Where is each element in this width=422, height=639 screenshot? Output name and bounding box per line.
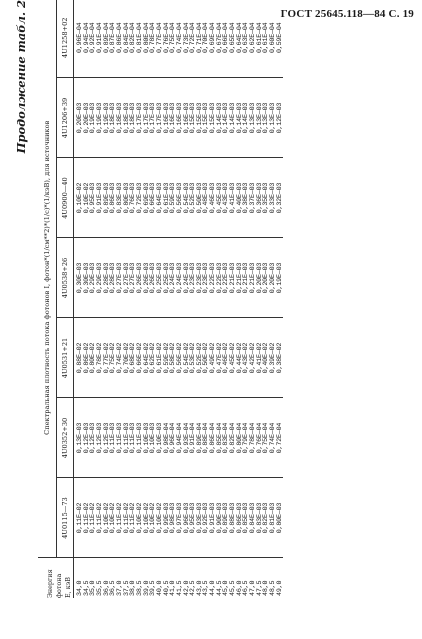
energy-column-header xyxy=(38,558,74,598)
flux-value-cell: 0,23E—03 xyxy=(197,238,204,318)
flux-value-cell: 0,41E—02 xyxy=(257,318,264,398)
flux-value-cell: 0,91E—03 xyxy=(97,158,104,238)
flux-value-cell: 0,12E—03 xyxy=(84,398,91,478)
flux-value-cell: 0,11E—02 xyxy=(122,502,131,534)
flux-value-cell: 0,56E—03 xyxy=(177,158,184,238)
flux-group-header: Спектральная плотность потока фотонов I, фотон*(1/см**2)*(1/с)*(1/кэВ), для источников xyxy=(38,0,57,558)
flux-value-cell: 0,15E—03 xyxy=(197,78,204,158)
energy-cell: 40,0 xyxy=(157,558,164,598)
flux-value-cell: 0,47E—02 xyxy=(217,318,224,398)
energy-cell: 38,5 xyxy=(137,558,144,598)
energy-cell: 42,5 xyxy=(190,558,197,598)
flux-value-cell: 0,58E—02 xyxy=(170,318,177,398)
flux-value-cell: 0,88E—04 xyxy=(203,398,210,478)
flux-value-cell: 0,82E—04 xyxy=(130,0,137,78)
flux-value-cell: 0,71E—04 xyxy=(197,0,204,78)
flux-value-cell: 0,20E—03 xyxy=(84,78,91,158)
flux-value-cell: 0,11E—03 xyxy=(117,398,124,478)
energy-cell: 45,0 xyxy=(223,558,230,598)
flux-value-cell: 0,54E—02 xyxy=(184,318,191,398)
flux-value-cell: 0,97E—03 xyxy=(175,502,184,534)
flux-value-cell: 0,27E—03 xyxy=(117,238,124,318)
flux-value-cell: 0,23E—03 xyxy=(203,238,210,318)
flux-value-cell: 0,94E—04 xyxy=(84,0,91,78)
flux-value-cell: 0,18E—03 xyxy=(130,78,137,158)
flux-value-cell: 0,20E—03 xyxy=(270,238,277,318)
flux-value-cell: 0,83E—04 xyxy=(223,398,230,478)
energy-cell: 35,0 xyxy=(90,558,97,598)
flux-value-cell: 0,96E—04 xyxy=(170,398,177,478)
flux-value-cell: 0,22E—03 xyxy=(223,238,230,318)
flux-value-cell: 0,80E—04 xyxy=(144,0,151,78)
flux-value-cell: 0,26E—03 xyxy=(144,238,151,318)
flux-value-cell: 0,89E—03 xyxy=(222,502,231,534)
flux-value-cell: 0,40E—02 xyxy=(263,318,270,398)
flux-value-cell: 0,86E—03 xyxy=(235,502,244,534)
flux-value-cell: 0,19E—03 xyxy=(104,78,111,158)
flux-value-cell: 0,91E—03 xyxy=(209,502,218,534)
flux-value-cell: 0,93E—03 xyxy=(195,502,204,534)
flux-value-cell: 0,11E—02 xyxy=(82,502,91,534)
flux-value-cell: 0,69E—03 xyxy=(144,158,151,238)
flux-value-cell: 0,53E—02 xyxy=(190,318,197,398)
flux-value-cell: 0,76E—04 xyxy=(164,0,171,78)
energy-cell: 34,0 xyxy=(74,558,84,598)
flux-value-cell: 0,83E—03 xyxy=(255,502,264,534)
flux-value-cell: 0,67E—04 xyxy=(217,0,224,78)
energy-cell: 46,0 xyxy=(237,558,244,598)
flux-value-cell: 0,24E—03 xyxy=(177,238,184,318)
flux-value-cell: 0,48E—03 xyxy=(203,158,210,238)
flux-value-cell: 0,12E—03 xyxy=(104,398,111,478)
flux-value-cell: 0,25E—03 xyxy=(164,238,171,318)
energy-cell: 42,0 xyxy=(184,558,191,598)
flux-value-cell: 0,79E—04 xyxy=(243,398,250,478)
flux-value-cell: 0,16E—03 xyxy=(170,78,177,158)
flux-value-cell: 0,18E—03 xyxy=(117,78,124,158)
flux-value-cell: 0,10E—02 xyxy=(109,502,118,534)
flux-value-cell: 0,78E—04 xyxy=(250,398,257,478)
energy-cell: 36,5 xyxy=(110,558,117,598)
flux-value-cell: 0,10E—02 xyxy=(135,502,144,534)
flux-value-cell: 0,86E—04 xyxy=(210,398,217,478)
flux-value-cell: 0,89E—03 xyxy=(104,158,111,238)
flux-value-cell: 0,83E—03 xyxy=(117,158,124,238)
flux-value-cell: 0,90E—03 xyxy=(215,502,224,534)
flux-value-cell: 0,92E—04 xyxy=(90,0,97,78)
table-body xyxy=(74,0,284,598)
energy-cell: 41,0 xyxy=(170,558,177,598)
flux-value-cell: 0,38E—02 xyxy=(277,318,284,398)
flux-value-cell: 0,42E—02 xyxy=(250,318,257,398)
flux-value-cell: 0,21E—03 xyxy=(230,238,237,318)
energy-cell: 40,5 xyxy=(164,558,171,598)
flux-value-cell: 0,15E—03 xyxy=(203,78,210,158)
flux-value-cell: 0,81E—03 xyxy=(269,502,278,534)
flux-value-cell: 0,10E—02 xyxy=(149,502,158,534)
energy-cell: 44,5 xyxy=(217,558,224,598)
flux-value-cell: 0,18E—03 xyxy=(110,78,117,158)
flux-value-cell: 0,74E—02 xyxy=(117,318,124,398)
source-column-header: 4U0900—40 xyxy=(57,158,74,238)
flux-value-cell: 0,72E—03 xyxy=(137,158,144,238)
flux-value-cell: 0,26E—03 xyxy=(150,238,157,318)
flux-value-cell: 0,49E—02 xyxy=(210,318,217,398)
flux-value-cell: 0,80E—02 xyxy=(90,318,97,398)
energy-cell: 37,0 xyxy=(117,558,124,598)
flux-value-cell: 0,61E—04 xyxy=(263,0,270,78)
flux-value-cell: 0,80E—03 xyxy=(124,158,131,238)
flux-value-cell: 0,91E—04 xyxy=(97,0,104,78)
flux-value-cell: 0,24E—03 xyxy=(170,238,177,318)
flux-value-cell: 0,50E—03 xyxy=(197,158,204,238)
flux-value-cell: 0,23E—03 xyxy=(190,238,197,318)
flux-value-cell: 0,96E—03 xyxy=(182,502,191,534)
flux-value-cell: 0,63E—04 xyxy=(243,0,250,78)
flux-value-cell: 0,98E—03 xyxy=(169,502,178,534)
flux-value-cell: 0,76E—03 xyxy=(130,158,137,238)
energy-cell: 48,0 xyxy=(263,558,270,598)
flux-value-cell: 0,66E—03 xyxy=(150,158,157,238)
source-header-row xyxy=(57,0,74,598)
flux-value-cell: 0,10E—02 xyxy=(74,158,84,238)
flux-value-cell: 0,11E—02 xyxy=(129,502,138,534)
flux-value-cell: 0,30E—03 xyxy=(84,238,91,318)
flux-value-cell: 0,59E—03 xyxy=(170,158,177,238)
flux-value-cell: 0,88E—02 xyxy=(74,318,84,398)
flux-value-cell: 0,39E—02 xyxy=(270,318,277,398)
flux-value-cell: 0,10E—03 xyxy=(150,398,157,478)
flux-value-cell: 0,16E—03 xyxy=(184,78,191,158)
flux-value-cell: 0,45E—02 xyxy=(230,318,237,398)
energy-cell: 48,5 xyxy=(270,558,277,598)
flux-value-cell: 0,19E—03 xyxy=(90,78,97,158)
flux-value-cell: 0,76E—04 xyxy=(257,398,264,478)
flux-value-cell: 0,89E—04 xyxy=(197,398,204,478)
flux-value-cell: 0,60E—04 xyxy=(270,0,277,78)
flux-value-cell: 0,11E—02 xyxy=(95,502,104,534)
flux-value-cell: 0,22E—03 xyxy=(210,238,217,318)
flux-value-cell: 0,12E—03 xyxy=(90,398,97,478)
energy-header-line: Энергия xyxy=(46,569,54,598)
flux-value-cell: 0,11E—02 xyxy=(76,502,84,534)
energy-header-line: фотона xyxy=(55,573,63,598)
flux-value-cell: 0,65E—04 xyxy=(230,0,237,78)
flux-value-cell: 0,75E—02 xyxy=(110,318,117,398)
flux-value-cell: 0,61E—02 xyxy=(157,318,164,398)
flux-value-cell: 0,41E—03 xyxy=(230,158,237,238)
flux-value-cell: 0,28E—03 xyxy=(104,238,111,318)
flux-value-cell: 0,24E—03 xyxy=(184,238,191,318)
flux-value-cell: 0,17E—03 xyxy=(150,78,157,158)
source-column-header: 4U0538+26 xyxy=(57,238,74,318)
flux-value-cell: 0,69E—04 xyxy=(210,0,217,78)
flux-value-cell: 0,21E—03 xyxy=(250,238,257,318)
flux-value-cell: 0,29E—03 xyxy=(90,238,97,318)
flux-value-cell: 0,80E—04 xyxy=(237,398,244,478)
flux-value-cell: 0,95E—03 xyxy=(90,158,97,238)
energy-cell: 49,0 xyxy=(277,558,284,598)
flux-value-cell: 0,46E—03 xyxy=(210,158,217,238)
flux-value-cell: 0,84E—03 xyxy=(249,502,258,534)
flux-value-cell: 0,74E—04 xyxy=(177,0,184,78)
flux-value-cell: 0,85E—04 xyxy=(217,398,224,478)
flux-value-cell: 0,66E—02 xyxy=(137,318,144,398)
table-continuation-title: Продолжение табл. 2 xyxy=(14,0,28,154)
energy-cell: 45,5 xyxy=(230,558,237,598)
flux-value-cell: 0,70E—02 xyxy=(124,318,131,398)
flux-value-cell: 0,64E—03 xyxy=(157,158,164,238)
flux-value-cell: 0,66E—04 xyxy=(223,0,230,78)
flux-value-cell: 0,27E—03 xyxy=(124,238,131,318)
flux-value-cell: 0,61E—03 xyxy=(164,158,171,238)
flux-value-cell: 0,14E—03 xyxy=(217,78,224,158)
flux-value-cell: 0,70E—04 xyxy=(203,0,210,78)
flux-value-cell: 0,20E—03 xyxy=(74,78,84,158)
flux-value-cell: 0,35E—03 xyxy=(263,158,270,238)
flux-value-cell: 0,91E—04 xyxy=(190,398,197,478)
flux-value-cell: 0,10E—03 xyxy=(144,398,151,478)
flux-value-cell: 0,18E—03 xyxy=(124,78,131,158)
flux-value-cell: 0,72E—04 xyxy=(190,0,197,78)
flux-value-cell: 0,14E—03 xyxy=(223,78,230,158)
flux-value-cell: 0,16E—03 xyxy=(177,78,184,158)
flux-value-cell: 0,52E—03 xyxy=(190,158,197,238)
flux-value-cell: 0,10E—02 xyxy=(155,502,164,534)
flux-value-cell: 0,64E—04 xyxy=(237,0,244,78)
flux-value-cell: 0,75E—04 xyxy=(263,398,270,478)
source-column-header: 4U1206+39 xyxy=(57,78,74,158)
flux-value-cell: 0,82E—03 xyxy=(262,502,271,534)
energy-cell: 34,5 xyxy=(84,558,91,598)
flux-value-cell: 0,14E—03 xyxy=(230,78,237,158)
flux-value-cell: 0,45E—03 xyxy=(217,158,224,238)
flux-value-cell: 0,17E—03 xyxy=(144,78,151,158)
flux-value-cell: 0,68E—02 xyxy=(130,318,137,398)
flux-value-cell: 0,50E—02 xyxy=(203,318,210,398)
flux-value-cell: 0,85E—03 xyxy=(242,502,251,534)
flux-value-cell: 0,36E—03 xyxy=(257,158,264,238)
flux-value-cell: 0,89E—04 xyxy=(104,0,111,78)
flux-value-cell: 0,78E—04 xyxy=(150,0,157,78)
flux-value-cell: 0,98E—04 xyxy=(164,398,171,478)
flux-value-cell: 0,37E—03 xyxy=(250,158,257,238)
flux-value-cell: 0,17E—03 xyxy=(157,78,164,158)
flux-value-cell: 0,59E—02 xyxy=(164,318,171,398)
flux-value-cell: 0,43E—03 xyxy=(223,158,230,238)
energy-cell: 47,5 xyxy=(257,558,264,598)
energy-cell: 39,0 xyxy=(144,558,151,598)
flux-value-cell: 0,12E—03 xyxy=(277,78,284,158)
source-column-header: 4U1258+02 xyxy=(57,0,74,78)
flux-value-cell: 0,74E—04 xyxy=(270,398,277,478)
flux-value-cell: 0,30E—03 xyxy=(74,238,84,318)
flux-value-cell: 0,33E—03 xyxy=(270,158,277,238)
flux-value-cell: 0,54E—03 xyxy=(184,158,191,238)
energy-cell: 41,5 xyxy=(177,558,184,598)
flux-value-cell: 0,92E—03 xyxy=(202,502,211,534)
flux-value-cell: 0,11E—02 xyxy=(115,502,124,534)
flux-value-cell: 0,26E—03 xyxy=(137,238,144,318)
table-row xyxy=(277,0,284,598)
flux-value-cell: 0,84E—04 xyxy=(124,0,131,78)
flux-value-cell: 0,86E—04 xyxy=(117,0,124,78)
flux-value-cell: 0,61E—04 xyxy=(257,0,264,78)
flux-value-cell: 0,21E—03 xyxy=(243,238,250,318)
page-header: ГОСТ 25645.118—84 С. 19 xyxy=(280,8,414,20)
flux-value-cell: 0,13E—03 xyxy=(74,398,84,478)
flux-value-cell: 0,43E—02 xyxy=(243,318,250,398)
flux-value-cell: 0,29E—03 xyxy=(97,238,104,318)
flux-value-cell: 0,38E—03 xyxy=(243,158,250,238)
flux-value-cell: 0,14E—03 xyxy=(237,78,244,158)
flux-value-cell: 0,40E—03 xyxy=(237,158,244,238)
energy-cell: 39,5 xyxy=(150,558,157,598)
flux-value-cell: 0,75E—04 xyxy=(170,0,177,78)
flux-value-cell: 0,11E—02 xyxy=(89,502,98,534)
flux-value-cell: 0,16E—03 xyxy=(164,78,171,158)
flux-value-cell: 0,15E—03 xyxy=(210,78,217,158)
flux-value-cell: 0,52E—02 xyxy=(197,318,204,398)
flux-value-cell: 0,21E—03 xyxy=(237,238,244,318)
flux-value-cell: 0,14E—03 xyxy=(243,78,250,158)
flux-value-cell: 0,82E—04 xyxy=(230,398,237,478)
flux-value-cell: 0,27E—03 xyxy=(130,238,137,318)
energy-cell: 43,5 xyxy=(203,558,210,598)
energy-cell: 37,5 xyxy=(124,558,131,598)
flux-value-cell: 0,62E—02 xyxy=(150,318,157,398)
energy-cell: 36,0 xyxy=(104,558,111,598)
flux-value-cell: 0,11E—03 xyxy=(130,398,137,478)
flux-value-cell: 0,86E—02 xyxy=(84,318,91,398)
flux-value-cell: 0,44E—02 xyxy=(237,318,244,398)
flux-value-cell: 0,19E—03 xyxy=(97,78,104,158)
flux-value-cell: 0,22E—03 xyxy=(217,238,224,318)
energy-cell: 43,0 xyxy=(197,558,204,598)
flux-value-cell: 0,28E—03 xyxy=(110,238,117,318)
flux-value-cell: 0,88E—03 xyxy=(229,502,238,534)
flux-value-cell: 0,13E—03 xyxy=(270,78,277,158)
flux-value-cell: 0,10E—03 xyxy=(157,398,164,478)
flux-value-cell: 0,78E—02 xyxy=(97,318,104,398)
flux-value-cell: 0,15E—03 xyxy=(190,78,197,158)
source-column-header: 4U0115—73 xyxy=(57,478,74,558)
flux-value-cell: 0,11E—03 xyxy=(110,398,117,478)
energy-cell: 47,0 xyxy=(250,558,257,598)
flux-value-cell: 0,11E—03 xyxy=(137,398,144,478)
flux-value-cell: 0,96E—04 xyxy=(74,0,84,78)
source-column-header: 4U0531+21 xyxy=(57,318,74,398)
photon-flux-table xyxy=(38,0,283,598)
flux-value-cell: 0,80E—03 xyxy=(275,502,284,534)
flux-value-cell: 0,25E—03 xyxy=(157,238,164,318)
flux-value-cell: 0,99E—03 xyxy=(162,502,171,534)
flux-value-cell: 0,10E—02 xyxy=(142,502,151,534)
flux-value-cell: 0,46E—02 xyxy=(223,318,230,398)
flux-value-cell: 0,64E—02 xyxy=(144,318,151,398)
flux-value-cell: 0,20E—03 xyxy=(257,238,264,318)
flux-value-cell: 0,94E—04 xyxy=(177,398,184,478)
energy-cell: 35,5 xyxy=(97,558,104,598)
flux-value-cell: 0,11E—03 xyxy=(124,398,131,478)
flux-value-cell: 0,13E—03 xyxy=(257,78,264,158)
flux-value-cell: 0,10E—02 xyxy=(84,158,91,238)
energy-cell: 46,5 xyxy=(243,558,250,598)
flux-value-cell: 0,20E—03 xyxy=(263,238,270,318)
flux-value-cell: 0,12E—03 xyxy=(97,398,104,478)
flux-value-cell: 0,77E—02 xyxy=(104,318,111,398)
flux-value-cell: 0,81E—04 xyxy=(137,0,144,78)
flux-value-cell: 0,59E—04 xyxy=(277,0,284,78)
energy-header-line: Е, кэВ xyxy=(64,577,72,598)
flux-value-cell: 0,32E—03 xyxy=(277,158,284,238)
flux-value-cell: 0,56E—02 xyxy=(177,318,184,398)
flux-value-cell: 0,72E—04 xyxy=(277,398,284,478)
flux-value-cell: 0,19E—03 xyxy=(277,238,284,318)
flux-value-cell: 0,95E—03 xyxy=(189,502,198,534)
flux-value-cell: 0,10E—02 xyxy=(102,502,111,534)
rotated-table-page xyxy=(14,0,386,598)
flux-value-cell: 0,17E—03 xyxy=(137,78,144,158)
energy-cell: 38,0 xyxy=(130,558,137,598)
flux-value-cell: 0,86E—03 xyxy=(110,158,117,238)
flux-value-cell: 0,13E—03 xyxy=(263,78,270,158)
flux-value-cell: 0,87E—04 xyxy=(110,0,117,78)
flux-value-cell: 0,13E—03 xyxy=(250,78,257,158)
flux-value-cell: 0,62E—04 xyxy=(250,0,257,78)
flux-value-cell: 0,73E—04 xyxy=(184,0,191,78)
flux-value-cell: 0,93E—04 xyxy=(184,398,191,478)
energy-cell: 44,0 xyxy=(210,558,217,598)
source-column-header: 4U0352+30 xyxy=(57,398,74,478)
flux-value-cell: 0,77E—04 xyxy=(157,0,164,78)
